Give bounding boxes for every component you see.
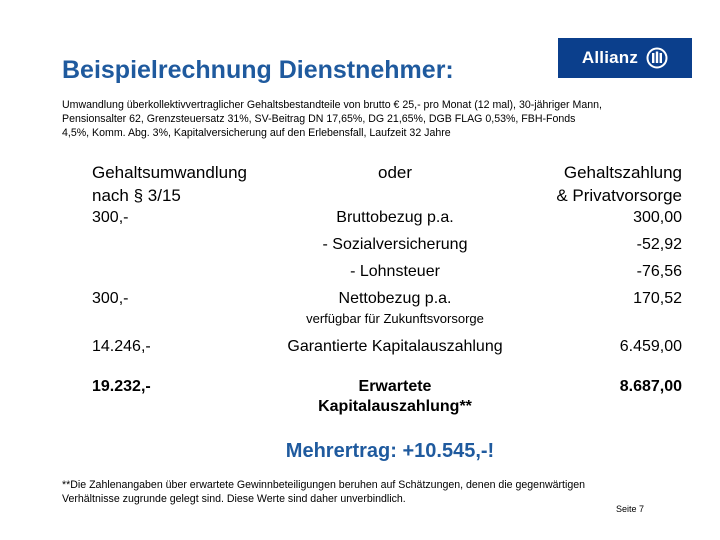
sv-right-value: -52,92 [636, 236, 682, 253]
footnote [62, 478, 682, 506]
netto-left-value: 300,- [92, 290, 129, 307]
netto-label: Nettobezug p.a. [338, 290, 452, 307]
lst-right-value: -76,56 [636, 263, 682, 280]
intro-line: Umwandlung überkollektivvertraglicher Gehaltsbestandteile von brutto € 25,- pro Monat (12 mal), 30-jähriger Mann, [62, 99, 602, 111]
erwartet-label-line2: Kapitalauszahlung** [318, 398, 472, 415]
header-middle: oder [377, 163, 413, 182]
allianz-logo [558, 38, 692, 78]
brutto-left-value: 300,- [92, 209, 129, 226]
garantiert-label: Garantierte Kapitalauszahlung [287, 338, 503, 355]
lst-label: - Lohnsteuer [350, 263, 440, 280]
garantiert-right-value: 6.459,00 [619, 338, 682, 355]
logo-text: Allianz [581, 48, 639, 67]
netto-sublabel: verfügbar für Zukunftsvorsorge [306, 311, 484, 326]
netto-right-value: 170,52 [633, 290, 682, 307]
intro-text [62, 98, 702, 140]
brutto-label: Bruttobezug p.a. [336, 209, 454, 226]
sv-label: - Sozialversicherung [322, 236, 468, 253]
mehrertrag-highlight: Mehrertrag: +10.545,-! [285, 440, 495, 462]
header-right-line1: Gehaltszahlung [563, 163, 682, 182]
page-number: Seite 7 [615, 504, 644, 514]
intro-line: 4,5%, Komm. Abg. 3%, Kapitalversicherung auf den Erlebensfall, Laufzeit 32 Jahre [62, 127, 451, 139]
header-right-line2: & Privatvorsorge [556, 186, 682, 205]
header-left-line2: nach § 3/15 [92, 186, 181, 205]
allianz-eagle-icon [646, 47, 668, 69]
brutto-right-value: 300,00 [633, 209, 682, 226]
slide-title: Beispielrechnung Dienstnehmer: [62, 56, 454, 84]
erwartet-right-value: 8.687,00 [619, 378, 682, 395]
footnote-line: **Die Zahlenangaben über erwartete Gewinnbeteiligungen beruhen auf Schätzungen, denen die gegenwärtigen [62, 479, 586, 491]
erwartet-label-line1: Erwartete [358, 378, 432, 395]
header-left-line1: Gehaltsumwandlung [92, 163, 247, 182]
garantiert-left-value: 14.246,- [92, 338, 151, 355]
erwartet-left-value: 19.232,- [92, 378, 151, 395]
footnote-line: Verhältnisse zugrunde gelegt sind. Diese Werte sind daher unverbindlich. [62, 493, 406, 505]
intro-line: Pensionsalter 62, Grenzsteuersatz 31%, SV-Beitrag DN 17,65%, DG 21,65%, DGB FLAG 0,53%, FBH-Fonds [62, 113, 576, 125]
